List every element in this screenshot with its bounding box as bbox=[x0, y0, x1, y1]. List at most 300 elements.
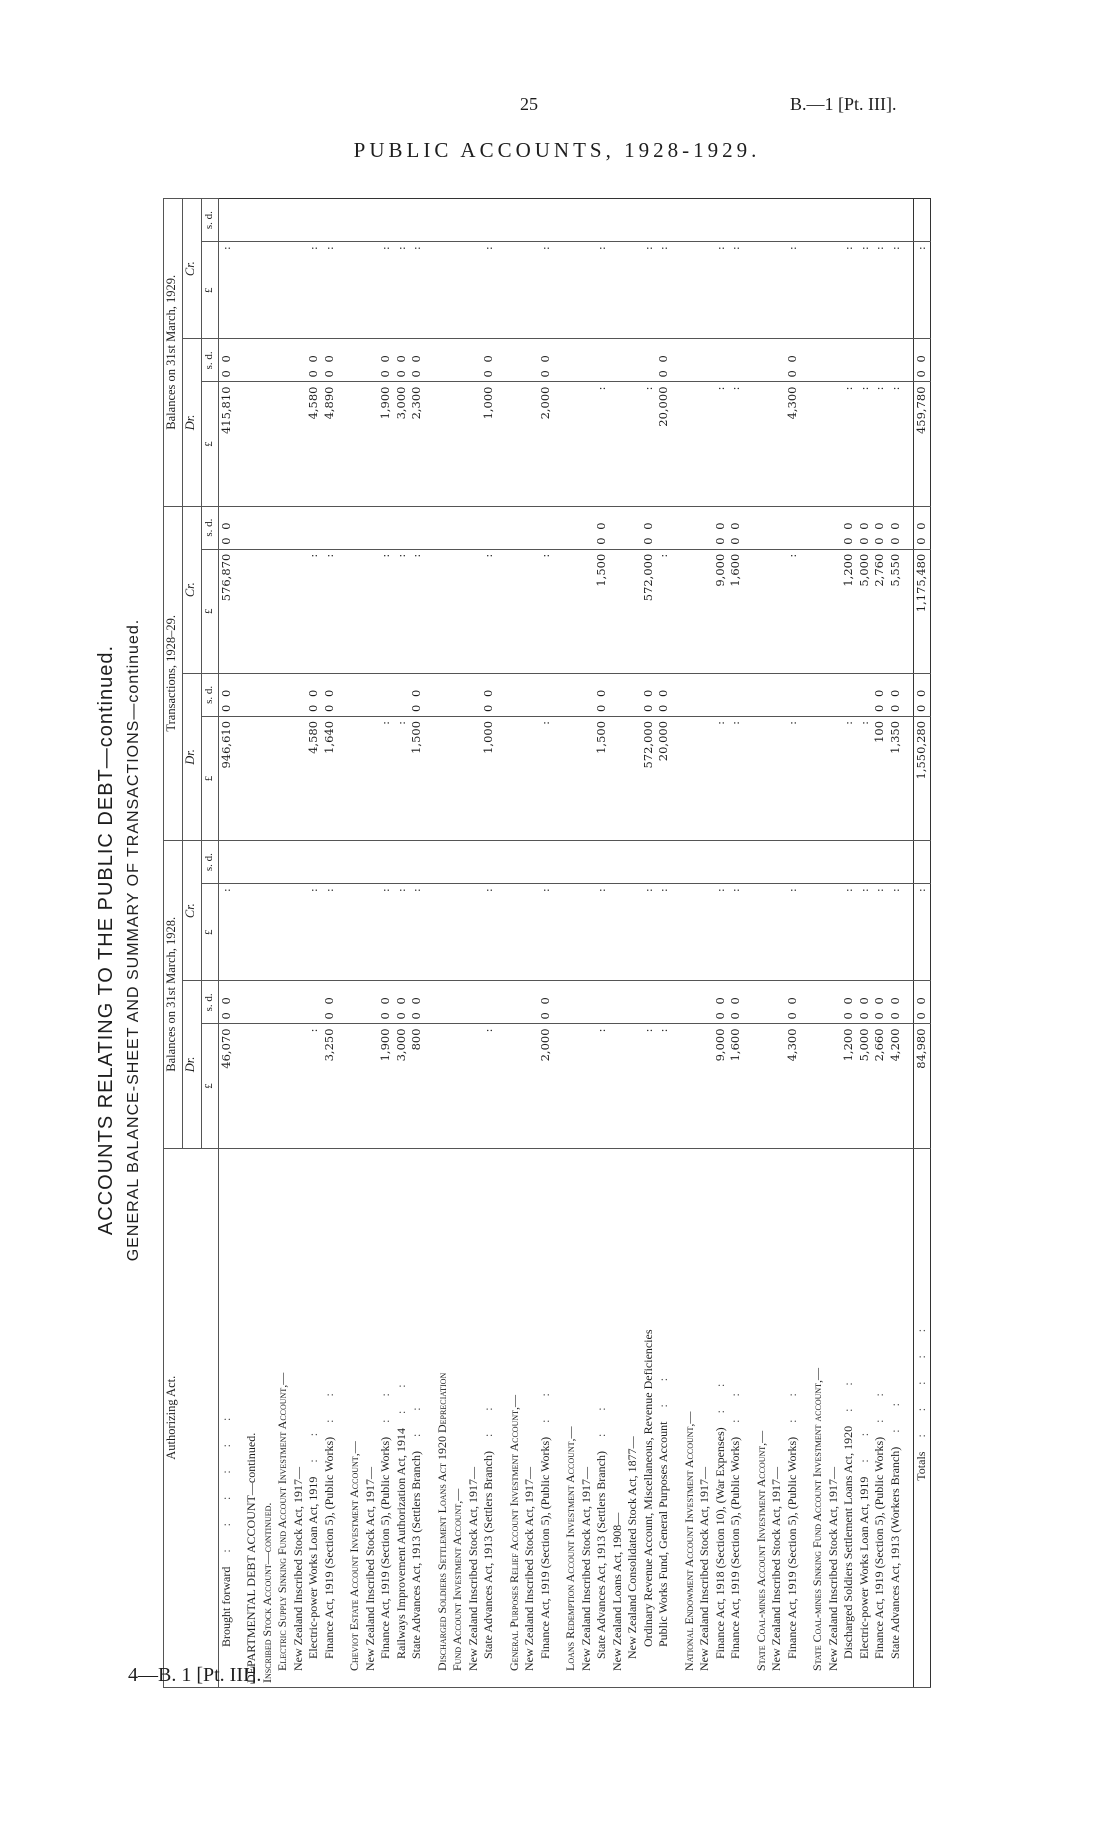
leader-dots: : : bbox=[856, 1422, 871, 1463]
cell-tcr: : bbox=[538, 549, 554, 673]
cell-b28cr bbox=[507, 884, 523, 981]
cell-b29cr-sd bbox=[275, 199, 291, 242]
cell-b29dr bbox=[682, 382, 698, 506]
cell-b29cr-sd bbox=[641, 199, 657, 242]
cell-b29dr-sd bbox=[826, 339, 842, 382]
cell-tcr-sd bbox=[682, 506, 698, 549]
table-body bbox=[218, 199, 930, 1688]
leader-dots: : : bbox=[594, 1397, 608, 1438]
spacer-cell bbox=[425, 382, 435, 506]
cell-b29dr bbox=[435, 382, 451, 506]
cell-tdr bbox=[769, 716, 785, 840]
cell-tcr-sd bbox=[826, 506, 842, 549]
row-label bbox=[244, 1148, 260, 1687]
cell-b28cr bbox=[522, 884, 538, 981]
cell-tcr bbox=[450, 549, 466, 673]
row-label bbox=[563, 1148, 579, 1687]
cell-tcr bbox=[697, 549, 713, 673]
table-row bbox=[450, 199, 466, 1688]
spacer-row bbox=[425, 199, 435, 1688]
cell-tdr-sd bbox=[260, 673, 276, 716]
cell-b28dr: 4,200 bbox=[888, 1024, 904, 1148]
row-label bbox=[641, 1148, 657, 1687]
row-label-text: Fund Account Investment Account,— bbox=[450, 1488, 464, 1671]
cell-b28dr-sd: 0 0 bbox=[378, 981, 394, 1024]
cell-b28dr-sd bbox=[682, 981, 698, 1024]
table-row bbox=[656, 199, 672, 1688]
spacer-cell bbox=[800, 716, 810, 840]
row-label-text: Finance Act, 1919 (Section 5), (Public Works) bbox=[321, 1436, 336, 1659]
cell-b29cr-sd bbox=[363, 199, 379, 242]
cell-b29cr bbox=[260, 242, 276, 339]
cell-b29cr-sd bbox=[857, 199, 873, 242]
row-label-text: General Purposes Relief Account Investment Account,— bbox=[506, 1394, 521, 1671]
cell-b29dr: : bbox=[841, 382, 857, 506]
cell-b28cr-sd bbox=[306, 841, 322, 884]
cell-tdr: : bbox=[728, 716, 744, 840]
spacer-cell bbox=[553, 242, 563, 339]
cell-b29cr bbox=[275, 242, 291, 339]
cell-tcr-sd bbox=[306, 506, 322, 549]
unit-pound: £ bbox=[202, 716, 219, 840]
spacer-cell bbox=[337, 549, 347, 673]
cell-tdr bbox=[244, 716, 260, 840]
spacer-row bbox=[553, 199, 563, 1688]
cell-b28cr-sd bbox=[244, 841, 260, 884]
cell-b29cr bbox=[826, 242, 842, 339]
cell-b29dr-sd bbox=[841, 339, 857, 382]
cell-b29cr bbox=[244, 242, 260, 339]
cell-tdr-sd bbox=[522, 673, 538, 716]
cell-tdr-sd bbox=[841, 673, 857, 716]
spacer-cell bbox=[672, 549, 682, 673]
cell-tcr bbox=[754, 549, 770, 673]
cell-b29cr-sd bbox=[579, 199, 595, 242]
cell-b29dr bbox=[769, 382, 785, 506]
cell-b29dr: 2,300 bbox=[409, 382, 425, 506]
table-row bbox=[244, 199, 260, 1688]
cell-b28cr bbox=[769, 884, 785, 981]
cell-tcr-sd bbox=[610, 506, 626, 549]
cell-b28cr-sd bbox=[275, 841, 291, 884]
spacer-cell bbox=[234, 242, 244, 339]
cell-b29dr bbox=[347, 382, 363, 506]
cell-b29cr bbox=[754, 242, 770, 339]
cell-tdr-sd bbox=[713, 673, 729, 716]
table-row bbox=[872, 199, 888, 1688]
cell-tcr-sd: 0 0 bbox=[728, 506, 744, 549]
cell-tdr bbox=[507, 716, 523, 840]
cell-b28dr: : bbox=[306, 1024, 322, 1148]
row-label-text: Electric-power Works Loan Act, 1919 bbox=[856, 1476, 871, 1659]
spacer-cell bbox=[553, 549, 563, 673]
leader-dots: : : : : : : bbox=[218, 1407, 233, 1553]
spacer-cell bbox=[744, 673, 754, 716]
spacer-cell bbox=[553, 884, 563, 981]
spacer-cell bbox=[672, 884, 682, 981]
row-label bbox=[656, 1148, 672, 1687]
spacer-cell bbox=[672, 339, 682, 382]
row-label bbox=[409, 1148, 425, 1687]
spacer-cell bbox=[744, 884, 754, 981]
row-label bbox=[466, 1148, 482, 1687]
row-label-text: New Zealand Inscribed Stock Act, 1917— bbox=[362, 1467, 377, 1671]
cell-tcr: : bbox=[785, 549, 801, 673]
cell-tcr: : bbox=[378, 549, 394, 673]
cell-tcr-sd bbox=[769, 506, 785, 549]
cell-tdr-sd bbox=[275, 673, 291, 716]
table-row bbox=[218, 199, 234, 1688]
cell-b28dr: 1,900 bbox=[378, 1024, 394, 1148]
cell-tdr-sd bbox=[579, 673, 595, 716]
cell-tdr: 100 bbox=[872, 716, 888, 840]
cell-tdr: : bbox=[378, 716, 394, 840]
table-row bbox=[409, 199, 425, 1688]
row-label-text: Finance Act, 1919 (Section 5), (Public Works) bbox=[784, 1436, 799, 1659]
cell-tcr-sd: 0 0 bbox=[713, 506, 729, 549]
cell-b29cr-sd bbox=[872, 199, 888, 242]
table-row bbox=[466, 199, 482, 1688]
cell-b28dr bbox=[625, 1024, 641, 1148]
page-title: PUBLIC ACCOUNTS, 1928-1929. bbox=[353, 138, 761, 162]
cell-b29cr-sd bbox=[291, 199, 307, 242]
header-t-cr: Cr. bbox=[183, 506, 202, 673]
cell-tdr bbox=[682, 716, 698, 840]
spacer-cell bbox=[800, 1024, 810, 1148]
cell-tcr-sd bbox=[481, 506, 497, 549]
cell-b29cr: : bbox=[785, 242, 801, 339]
cell-tdr-sd: 0 0 bbox=[409, 673, 425, 716]
cell-b29dr-sd bbox=[682, 339, 698, 382]
spacer-cell bbox=[234, 884, 244, 981]
cell-b29dr: 4,890 bbox=[322, 382, 338, 506]
cell-b29dr-sd: 0 0 bbox=[378, 339, 394, 382]
cell-b28dr-sd bbox=[522, 981, 538, 1024]
cell-b28dr-sd: 0 0 bbox=[857, 981, 873, 1024]
cell-b29cr: : bbox=[888, 242, 904, 339]
cell-b29dr: 415,810 bbox=[218, 382, 234, 506]
cell-b28cr bbox=[697, 884, 713, 981]
spacer-cell bbox=[553, 981, 563, 1024]
cell-tdr bbox=[826, 716, 842, 840]
spacer-cell bbox=[744, 1148, 754, 1687]
spacer-cell bbox=[553, 199, 563, 242]
cell-b29dr-sd bbox=[754, 339, 770, 382]
row-label-text: Totals bbox=[914, 1451, 928, 1481]
spacer-cell bbox=[337, 884, 347, 981]
cell-b29dr: 1,000 bbox=[481, 382, 497, 506]
row-label bbox=[713, 1148, 729, 1687]
row-label bbox=[826, 1148, 842, 1687]
cell-b29dr bbox=[363, 382, 379, 506]
row-label-text: Finance Act, 1919 (Section 5), (Public Works) bbox=[537, 1436, 552, 1659]
cell-tcr-sd bbox=[275, 506, 291, 549]
cell-tdr-sd bbox=[435, 673, 451, 716]
cell-b28dr: : bbox=[594, 1024, 610, 1148]
row-label-text: Ordinary Revenue Account, Miscellaneous, Revenue Deficiencies bbox=[640, 1329, 655, 1647]
spacer-cell bbox=[800, 382, 810, 506]
cell-tcr: 572,000 bbox=[641, 549, 657, 673]
cell-tcr-sd bbox=[435, 506, 451, 549]
cell-b28dr-sd bbox=[594, 981, 610, 1024]
cell-b29dr-sd bbox=[872, 339, 888, 382]
cell-tcr: 9,000 bbox=[713, 549, 729, 673]
cell-b28cr-sd bbox=[754, 841, 770, 884]
cell-b29cr bbox=[810, 242, 826, 339]
unit-sd: s. d. bbox=[202, 673, 219, 716]
spacer-cell bbox=[497, 339, 507, 382]
table-row bbox=[563, 199, 579, 1688]
cell-b28dr bbox=[435, 1024, 451, 1148]
cell-b29dr-sd bbox=[363, 339, 379, 382]
cell-b28cr bbox=[754, 884, 770, 981]
cell-b28dr bbox=[697, 1024, 713, 1148]
row-label bbox=[291, 1148, 307, 1687]
cell-b29dr bbox=[610, 382, 626, 506]
row-label-text: Inscribed Stock Account—continued. bbox=[259, 1502, 274, 1683]
cell-tcr bbox=[363, 549, 379, 673]
cell-tdr bbox=[275, 716, 291, 840]
spacer-row bbox=[672, 199, 682, 1688]
spacer-cell bbox=[672, 382, 682, 506]
cell-tcr-sd bbox=[466, 506, 482, 549]
cell-b28dr-sd: 0 0 bbox=[713, 981, 729, 1024]
spacer-cell bbox=[800, 841, 810, 884]
cell-b29cr-sd bbox=[322, 199, 338, 242]
cell-b29dr bbox=[579, 382, 595, 506]
cell-b29dr: 20,000 bbox=[656, 382, 672, 506]
header-transactions: Transactions, 1928–29. bbox=[164, 506, 183, 840]
leader-dots: : : bbox=[537, 1383, 552, 1423]
cell-b28dr-sd: 0 0 bbox=[218, 981, 234, 1024]
cell-b29cr-sd bbox=[769, 199, 785, 242]
spacer-cell bbox=[337, 981, 347, 1024]
spacer-cell bbox=[497, 242, 507, 339]
spacer-cell bbox=[425, 242, 435, 339]
spacer-row bbox=[497, 199, 507, 1688]
spacer-cell bbox=[337, 673, 347, 716]
header-balances-1928: Balances on 31st March, 1928. bbox=[164, 841, 183, 1149]
spacer-cell bbox=[903, 199, 914, 242]
cell-b29cr-sd bbox=[728, 199, 744, 242]
spacer-cell bbox=[903, 382, 914, 506]
cell-b29dr bbox=[563, 382, 579, 506]
unit-sd: s. d. bbox=[202, 199, 219, 242]
cell-b28dr bbox=[260, 1024, 276, 1148]
cell-b29dr: : bbox=[857, 382, 873, 506]
cell-tdr-sd: 0 0 bbox=[872, 673, 888, 716]
cell-b28dr-sd bbox=[610, 981, 626, 1024]
cell-b29cr-sd bbox=[260, 199, 276, 242]
cell-tdr: 572,000 bbox=[641, 716, 657, 840]
cell-b29cr-sd bbox=[594, 199, 610, 242]
cell-b29dr-sd bbox=[713, 339, 729, 382]
table-row bbox=[610, 199, 626, 1688]
cell-b29dr-sd bbox=[625, 339, 641, 382]
cell-b29cr-sd bbox=[481, 199, 497, 242]
cell-b28cr: : bbox=[322, 884, 338, 981]
cell-b29dr bbox=[625, 382, 641, 506]
cell-b28cr-sd bbox=[785, 841, 801, 884]
spacer-cell bbox=[425, 339, 435, 382]
cell-b29dr: : bbox=[888, 382, 904, 506]
row-label-text: Finance Act, 1919 (Section 5), (Public Works) bbox=[378, 1436, 392, 1659]
spacer-cell bbox=[903, 673, 914, 716]
cell-b29cr-sd bbox=[306, 199, 322, 242]
leader-dots: : : bbox=[481, 1397, 495, 1438]
cell-tdr: 946,610 bbox=[218, 716, 234, 840]
row-label-text: Discharged Soldiers Settlement Loans Act 1920 Depreciation bbox=[434, 1372, 449, 1671]
cell-b28cr-sd bbox=[697, 841, 713, 884]
cell-tdr bbox=[450, 716, 466, 840]
cell-b28dr: 800 bbox=[409, 1024, 425, 1148]
cell-tcr-sd bbox=[378, 506, 394, 549]
table-row bbox=[785, 199, 801, 1688]
cell-b28cr: : bbox=[481, 884, 497, 981]
spacer-cell bbox=[425, 1024, 435, 1148]
cell-b28dr bbox=[244, 1024, 260, 1148]
row-label-text: State Advances Act, 1913 (Settlers Branch) bbox=[594, 1451, 608, 1659]
row-label bbox=[522, 1148, 538, 1687]
table-row bbox=[291, 199, 307, 1688]
spacer-cell bbox=[744, 339, 754, 382]
spacer-cell bbox=[903, 242, 914, 339]
row-label-text: New Zealand Inscribed Stock Act, 1917— bbox=[290, 1467, 305, 1671]
spacer-cell bbox=[337, 199, 347, 242]
cell-b28dr-sd bbox=[260, 981, 276, 1024]
cell-tcr bbox=[466, 549, 482, 673]
cell-tcr bbox=[291, 549, 307, 673]
spacer-cell bbox=[744, 716, 754, 840]
cell-b29cr-sd bbox=[394, 199, 410, 242]
row-label bbox=[275, 1148, 291, 1687]
spacer-cell bbox=[337, 716, 347, 840]
spacer-cell bbox=[234, 199, 244, 242]
cell-b29dr: 4,300 bbox=[785, 382, 801, 506]
row-label bbox=[810, 1148, 826, 1687]
cell-b28cr-sd bbox=[347, 841, 363, 884]
cell-b29cr bbox=[579, 242, 595, 339]
row-label-text: State Advances Act, 1913 (Settlers Branch) bbox=[481, 1451, 495, 1659]
cell-b29cr-sd bbox=[507, 199, 523, 242]
spacer-cell bbox=[425, 841, 435, 884]
cell-tcr: 1,500 bbox=[594, 549, 610, 673]
cell-tcr-sd: 0 0 bbox=[841, 506, 857, 549]
cell-b29cr: : bbox=[378, 242, 394, 339]
spacer-cell bbox=[672, 506, 682, 549]
cell-tcr bbox=[682, 549, 698, 673]
totals-row bbox=[914, 199, 931, 1688]
cell-b28dr bbox=[291, 1024, 307, 1148]
cell-b28cr bbox=[625, 884, 641, 981]
cell-b28cr-sd bbox=[291, 841, 307, 884]
cell-b28dr: 9,000 bbox=[713, 1024, 729, 1148]
spacer-cell bbox=[497, 1024, 507, 1148]
cell-tdr-sd: 0 0 bbox=[218, 673, 234, 716]
row-label bbox=[754, 1148, 770, 1687]
cell-tdr-sd: 0 0 bbox=[481, 673, 497, 716]
accounts-table bbox=[163, 198, 931, 1688]
cell-tdr: 1,500 bbox=[409, 716, 425, 840]
cell-b29cr: : bbox=[641, 242, 657, 339]
cell-b28cr-sd bbox=[857, 841, 873, 884]
cell-b29cr: : bbox=[656, 242, 672, 339]
table-row bbox=[322, 199, 338, 1688]
leader-dots: : : bbox=[409, 1397, 423, 1438]
cell-tdr-sd bbox=[244, 673, 260, 716]
row-label bbox=[857, 1148, 873, 1687]
spacer-cell bbox=[425, 884, 435, 981]
cell-tdr-sd bbox=[610, 673, 626, 716]
row-label-text: State Coal-mines Account Investment Account,— bbox=[753, 1430, 768, 1671]
cell-b29cr-sd bbox=[625, 199, 641, 242]
row-label-text: Brought forward bbox=[218, 1566, 233, 1647]
cell-b28dr-sd bbox=[563, 981, 579, 1024]
cell-tdr: : bbox=[713, 716, 729, 840]
cell-tcr bbox=[826, 549, 842, 673]
spacer-cell bbox=[425, 549, 435, 673]
cell-tcr bbox=[522, 549, 538, 673]
cell-tdr-sd bbox=[363, 673, 379, 716]
cell-b28cr bbox=[826, 884, 842, 981]
cell-b28dr: 2,660 bbox=[872, 1024, 888, 1148]
cell-b28dr-sd bbox=[347, 981, 363, 1024]
spacer-cell bbox=[234, 716, 244, 840]
row-label bbox=[697, 1148, 713, 1687]
unit-pound: £ bbox=[202, 382, 219, 506]
row-label bbox=[378, 1148, 394, 1687]
cell-tcr-sd bbox=[394, 506, 410, 549]
cell-b28cr-sd bbox=[769, 841, 785, 884]
cell-b29dr bbox=[697, 382, 713, 506]
cell-b28dr bbox=[769, 1024, 785, 1148]
spacer-cell bbox=[234, 382, 244, 506]
cell-tcr-sd: 0 0 bbox=[218, 506, 234, 549]
cell-b28dr bbox=[507, 1024, 523, 1148]
cell-b29cr-sd bbox=[538, 199, 554, 242]
cell-b28dr-sd bbox=[810, 981, 826, 1024]
cell-b28dr: 5,000 bbox=[857, 1024, 873, 1148]
cell-tcr bbox=[563, 549, 579, 673]
cell-b29cr bbox=[291, 242, 307, 339]
cell-b29cr-sd bbox=[218, 199, 234, 242]
row-label-text: Public Works Fund, General Purposes Account bbox=[656, 1421, 670, 1647]
cell-b29cr-sd bbox=[697, 199, 713, 242]
cell-tcr-sd: 0 0 bbox=[872, 506, 888, 549]
row-label bbox=[218, 1148, 234, 1687]
header-b29-dr: Dr. bbox=[183, 339, 202, 506]
cell-b29dr bbox=[260, 382, 276, 506]
row-label bbox=[785, 1148, 801, 1687]
cell-b28dr bbox=[363, 1024, 379, 1148]
spacer-cell bbox=[553, 716, 563, 840]
cell-b28dr bbox=[347, 1024, 363, 1148]
cell-tdr: : bbox=[841, 716, 857, 840]
cell-b28dr: 1,200 bbox=[841, 1024, 857, 1148]
spacer-cell bbox=[800, 884, 810, 981]
spacer-cell bbox=[744, 382, 754, 506]
cell-b28cr bbox=[291, 884, 307, 981]
cell-b29cr bbox=[682, 242, 698, 339]
leader-dots: : : bbox=[841, 1372, 855, 1412]
cell-tdr bbox=[291, 716, 307, 840]
cell-b28dr bbox=[579, 1024, 595, 1148]
leader-dots: : : bbox=[712, 1373, 727, 1414]
cell-b28cr-sd bbox=[218, 841, 234, 884]
spacer-cell bbox=[553, 1024, 563, 1148]
cell-tcr-sd bbox=[579, 506, 595, 549]
cell-tcr bbox=[244, 549, 260, 673]
